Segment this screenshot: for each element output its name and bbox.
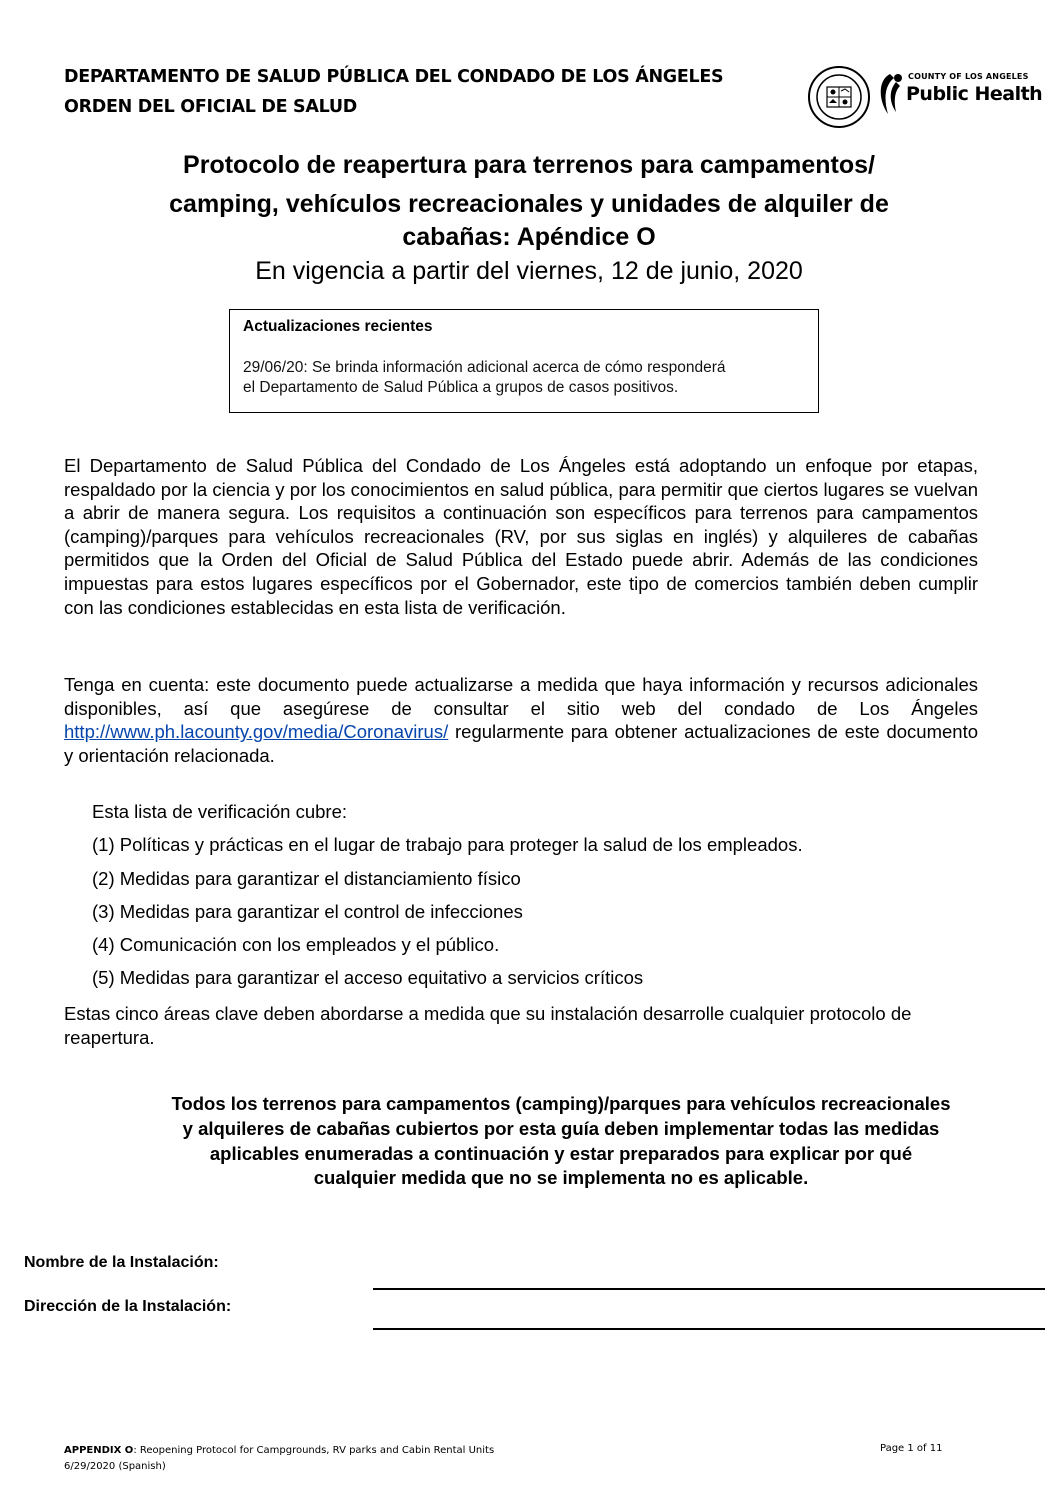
facility-name-label: Nombre de la Instalación:: [24, 1254, 219, 1271]
checklist-closing: Estas cinco áreas clave deben abordarse a medida que su instalación desarrolle cualquier protocolo de reapertura.: [64, 1003, 912, 1048]
updates-line-2: el Departamento de Salud Pública a grupos de casos positivos.: [243, 379, 679, 396]
footer-appendix-rest: : Reopening Protocol for Campgrounds, RV parks and Cabin Rental Units: [133, 1445, 495, 1456]
footer-appendix-bold: APPENDIX O: [64, 1445, 134, 1456]
recent-updates-box: [229, 309, 819, 413]
checklist-item: (4) Comunicación con los empleados y el público.: [92, 934, 500, 955]
emphasis-line-3: aplicables enumeradas a continuación y estar preparados para explicar por qué: [209, 1143, 913, 1164]
facility-address-label: Dirección de la Instalación:: [24, 1298, 232, 1315]
title-line-2: camping, vehículos recreacionales y unidades de alquiler de: [169, 190, 889, 218]
emphasis-line-1: Todos los terrenos para campamentos (camping)/parques para vehículos recreacionales: [171, 1093, 951, 1114]
header-order: ORDEN DEL OFICIAL DE SALUD: [64, 97, 357, 117]
footer-date: 6/29/2020 (Spanish): [64, 1461, 166, 1472]
checklist-item: (5) Medidas para garantizar el acceso equitativo a servicios críticos: [92, 967, 644, 988]
intro-paragraph: El Departamento de Salud Pública del Condado de Los Ángeles está adoptando un enfoque por etapas, respaldado por la ciencia y por los conocimientos en salud pública, para permitir que ciertos lugares se vuelvan a abrir de manera segura. Los requisitos a continuación son específicos para terrenos para campamentos (camping)/parques para vehículos recreacionales (RV, por sus siglas en inglés) y alquileres de cabañas permitidos que la Orden del Oficial de Salud Pública del Estado puede abrir. Además de las condiciones impuestas para estos lugares específicos por el Gobernador, este tipo de comercios también deben cumplir con las condiciones establecidas en esta lista de verificación.: [64, 455, 978, 618]
facility-name-field[interactable]: [373, 1288, 1045, 1290]
emphasis-line-4: cualquier medida que no se implementa no es aplicable.: [313, 1167, 809, 1188]
logo-public-health-text: Public Health: [906, 83, 1043, 105]
footer-page-number: Page 1 of 11: [880, 1443, 943, 1454]
emphasis-line-2: y alquileres de cabañas cubiertos por esta guía deben implementar todas las medidas: [182, 1118, 940, 1139]
checklist-intro: Esta lista de verificación cubre:: [92, 801, 348, 822]
checklist-item: (1) Políticas y prácticas en el lugar de trabajo para proteger la salud de los empleados.: [92, 834, 803, 855]
updates-body: [243, 358, 808, 398]
note-text-before-link: Tenga en cuenta: este documento puede actualizarse a medida que haya información y recursos adicionales disponibles, así que asegúrese de consultar el sitio web del condado de Los Ángeles: [64, 674, 978, 719]
updates-heading: Actualizaciones recientes: [243, 318, 433, 335]
facility-address-field[interactable]: [373, 1328, 1045, 1330]
coronavirus-site-link[interactable]: http://www.ph.lacounty.gov/media/Coronavirus/: [64, 721, 449, 743]
note-text-after-link: regularmente para obtener actualizaciones de este documento y orientación relacionada.: [64, 721, 978, 766]
header-department: DEPARTAMENTO DE SALUD PÚBLICA DEL CONDADO DE LOS ÁNGELES: [64, 67, 724, 87]
checklist-item: (3) Medidas para garantizar el control de infecciones: [92, 901, 523, 922]
county-seal-logo: [808, 66, 870, 128]
logo-county-text: COUNTY OF LOS ANGELES: [908, 72, 1029, 81]
note-paragraph: [64, 673, 978, 767]
footer-appendix: [64, 1443, 494, 1459]
checklist-item: (2) Medidas para garantizar el distanciamiento físico: [92, 868, 521, 889]
title-line-3: cabañas: Apéndice O: [402, 223, 656, 251]
updates-line-1: 29/06/20: Se brinda información adicional acerca de cómo responderá: [243, 359, 726, 376]
public-health-logo: [876, 70, 1046, 120]
effective-date: En vigencia a partir del viernes, 12 de junio, 2020: [255, 257, 803, 285]
title-line-1: Protocolo de reapertura para terrenos para campamentos/: [183, 151, 875, 179]
